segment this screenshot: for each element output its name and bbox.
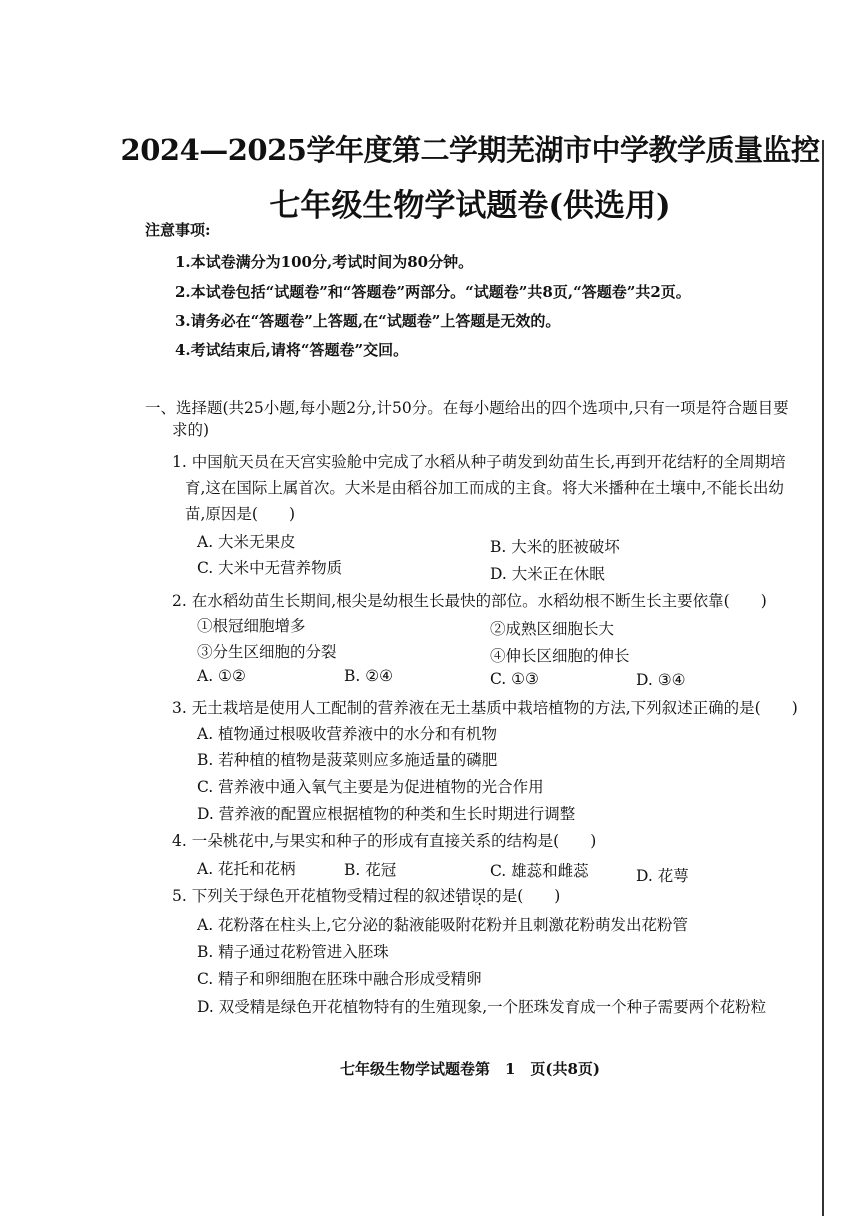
question-5-option-b: B. 精子通过花粉管进入胚珠 bbox=[197, 943, 389, 961]
question-5-option-d: D. 双受精是绿色开花植物特有的生殖现象,一个胚珠发育成一个种子需要两个花粉粒 bbox=[197, 998, 767, 1016]
question-2-option-c: C. ①③ bbox=[490, 670, 539, 688]
question-2-stem: 2. 在水稻幼苗生长期间,根尖是幼根生长最快的部位。水稻幼根不断生长主要依靠( ) bbox=[172, 592, 767, 610]
question-1-option-a: A. 大米无果皮 bbox=[197, 533, 296, 551]
question-1-line: 1. 中国航天员在天宫实验舱中完成了水稻从种子萌发到幼苗生长,再到开花结籽的全周期培 bbox=[172, 453, 786, 471]
question-4-option-c: C. 雄蕊和雌蕊 bbox=[490, 862, 589, 880]
question-4-stem: 4. 一朵桃花中,与果实和种子的形成有直接关系的结构是( ) bbox=[172, 832, 597, 850]
question-1-option-c: C. 大米中无营养物质 bbox=[197, 559, 343, 577]
question-1-line: 苗,原因是( ) bbox=[185, 505, 296, 523]
question-3-option-d: D. 营养液的配置应根据植物的种类和生长时期进行调整 bbox=[197, 805, 576, 823]
notice-item: 1.本试卷满分为100分,考试时间为80分钟。 bbox=[175, 253, 474, 271]
question-2-option-b: B. ②④ bbox=[344, 667, 394, 685]
page-footer: 七年级生物学试题卷第 1 页(共8页) bbox=[339, 1060, 601, 1078]
question-5-option-c: C. 精子和卵细胞在胚珠中融合形成受精卵 bbox=[197, 970, 482, 988]
question-2-option-a: A. ①② bbox=[197, 667, 246, 685]
notice-item: 4.考试结束后,请将“答题卷”交回。 bbox=[175, 341, 409, 359]
section-heading-cont: 求的) bbox=[172, 421, 210, 439]
question-2-item-2: ②成熟区细胞长大 bbox=[490, 620, 615, 638]
question-5-stem-start: 5. 下列关于绿色开花植物受精过程的叙述 bbox=[172, 887, 456, 905]
page-edge-line bbox=[822, 140, 824, 1216]
question-5-option-a: A. 花粉落在柱头上,它分泌的黏液能吸附花粉并且刺激花粉萌发出花粉管 bbox=[197, 916, 688, 934]
question-2-item-3: ③分生区细胞的分裂 bbox=[197, 643, 337, 661]
question-3-option-b: B. 若种植的植物是菠菜则应多施适量的磷肥 bbox=[197, 751, 498, 769]
question-1-option-d: D. 大米正在休眠 bbox=[490, 565, 605, 583]
exam-title: 2024—2025学年度第二学期芜湖市中学教学质量监控 bbox=[120, 133, 820, 167]
question-2-item-4: ④伸长区细胞的伸长 bbox=[490, 647, 630, 665]
question-5-emphasis: 错误 • • bbox=[455, 887, 486, 905]
question-3-option-c: C. 营养液中通入氧气主要是为促进植物的光合作用 bbox=[197, 778, 544, 796]
question-2-option-d: D. ③④ bbox=[636, 671, 686, 689]
question-1-option-b: B. 大米的胚被破坏 bbox=[490, 538, 620, 556]
notice-item: 2.本试卷包括“试题卷”和“答题卷”两部分。“试题卷”共8页,“答题卷”共2页。 bbox=[175, 283, 691, 301]
exam-subtitle: 七年级生物学试题卷(供选用) bbox=[269, 188, 671, 224]
notice-heading: 注意事项: bbox=[145, 221, 211, 239]
question-1-line: 育,这在国际上属首次。大米是由稻谷加工而成的主食。将大米播种在土壤中,不能长出幼 bbox=[185, 479, 784, 497]
notice-item: 3.请务必在“答题卷”上答题,在“试题卷”上答题是无效的。 bbox=[175, 312, 561, 330]
question-4-option-b: B. 花冠 bbox=[344, 861, 397, 879]
question-3-stem: 3. 无土栽培是使用人工配制的营养液在无土基质中栽培植物的方法,下列叙述正确的是( ) bbox=[172, 699, 798, 717]
question-2-item-1: ①根冠细胞增多 bbox=[197, 617, 306, 635]
section-heading: 一、选择题(共25小题,每小题2分,计50分。在每小题给出的四个选项中,只有一项是符合题目要 bbox=[145, 399, 789, 417]
question-4-option-d: D. 花萼 bbox=[636, 867, 689, 885]
question-4-option-a: A. 花托和花柄 bbox=[197, 860, 296, 878]
question-3-option-a: A. 植物通过根吸收营养液中的水分和有机物 bbox=[197, 725, 498, 743]
question-5-stem-end: 的是( ) bbox=[486, 887, 561, 905]
question-5-stem bbox=[172, 884, 560, 906]
